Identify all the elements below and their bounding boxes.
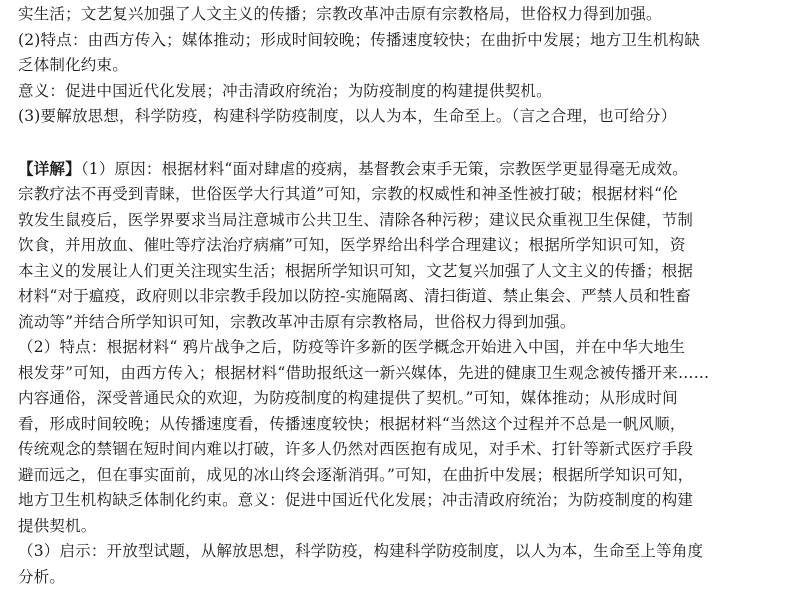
- detail-line: 避而远之，但在事实面前，成见的冰山终会逐渐消弭。”可知，在曲折中发展；根据所学知识可知，: [18, 465, 694, 484]
- detail-first-line-text: （1）原因：根据材料“面对肆虐的疫病，基督教会束手无策，宗教医学更显得毫无成效。: [80, 159, 688, 178]
- answer-line-2: (2)特点：由西方传入；媒体推动；形成时间较晚；传播速度较快；在曲折中发展；地方卫生机构缺: [18, 30, 700, 49]
- answer-line-4: 意义：促进中国近代化发展；冲击清政府统治；为防疫制度的构建提供契机。: [18, 81, 552, 100]
- detail-label: 【详解】: [18, 158, 81, 178]
- detail-line: 流动等”并结合所学知识可知，宗教改革冲击原有宗教格局，世俗权力得到加强。: [18, 312, 576, 331]
- answer-section: [18, 2, 776, 130]
- answer-line-3: 乏体制化约束。: [18, 56, 128, 74]
- detail-line: 根发芽”可知，由西方传入；根据材料“借助报纸这一新兴媒体，先进的健康卫生观念被传播开来……: [18, 363, 710, 382]
- detail-line: 看，形成时间较晚；从传播速度看，传播速度较快；根据材料“当然这个过程并不总是一帆风顺，: [18, 414, 686, 433]
- answer-line-5: (3)要解放思想，科学防疫，构建科学防疫制度，以人为本，生命至上。（言之合理，也可给分）: [18, 107, 677, 125]
- detail-line: 内容通俗，深受普通民众的欢迎，为防疫制度的构建提供了契机。”可知，媒体推动；从形成时间: [18, 389, 678, 407]
- detail-line: 宗教疗法不再受到青睐，世俗医学大行其道”可知，宗教的权威性和神圣性被打破；根据材料“伦: [18, 185, 678, 203]
- answer-line-1: 实生活；文艺复兴加强了人文主义的传播；宗教改革冲击原有宗教格局，世俗权力得到加强。: [18, 5, 662, 23]
- detail-line-1: [18, 156, 776, 183]
- detail-line: 地方卫生机构缺乏体制化约束。意义：促进中国近代化发展；冲击清政府统治；为防疫制度的构建: [18, 491, 694, 509]
- detail-line: （3）启示：开放型试题，从解放思想，科学防疫，构建科学防疫制度，以人为本，生命至上等角度: [18, 542, 704, 560]
- detail-line: 提供契机。: [18, 516, 97, 535]
- detail-line: 材料“对于瘟疫，政府则以非宗教手段加以防控-实施隔离、清扫街道、禁止集会、严禁人员和牲畜: [18, 287, 691, 305]
- detail-line: 本主义的发展让人们更关注现实生活；根据所学知识可知，文艺复兴加强了人文主义的传播；根据: [18, 261, 694, 280]
- detail-line: （2）特点：根据材料“ 鸦片战争之后，防疫等许多新的医学概念开始进入中国，并在中华大地生: [18, 338, 686, 356]
- detail-line: 饮食，并用放血、催吐等疗法治疗病痛”可知，医学界给出科学合理建议；根据所学知识可知，资: [18, 236, 686, 254]
- detail-section: [18, 156, 776, 591]
- detail-line: 分析。: [18, 567, 66, 586]
- detail-line: 传统观念的禁锢在短时间内难以打破，许多人仍然对西医抱有成见，对手术、打针等新式医疗手段: [18, 440, 694, 458]
- section-gap: [18, 130, 776, 156]
- detail-line: 敦发生鼠疫后，医学界要求当局注意城市公共卫生、清除各种污秽；建议民众重视卫生保健，节制: [18, 210, 694, 229]
